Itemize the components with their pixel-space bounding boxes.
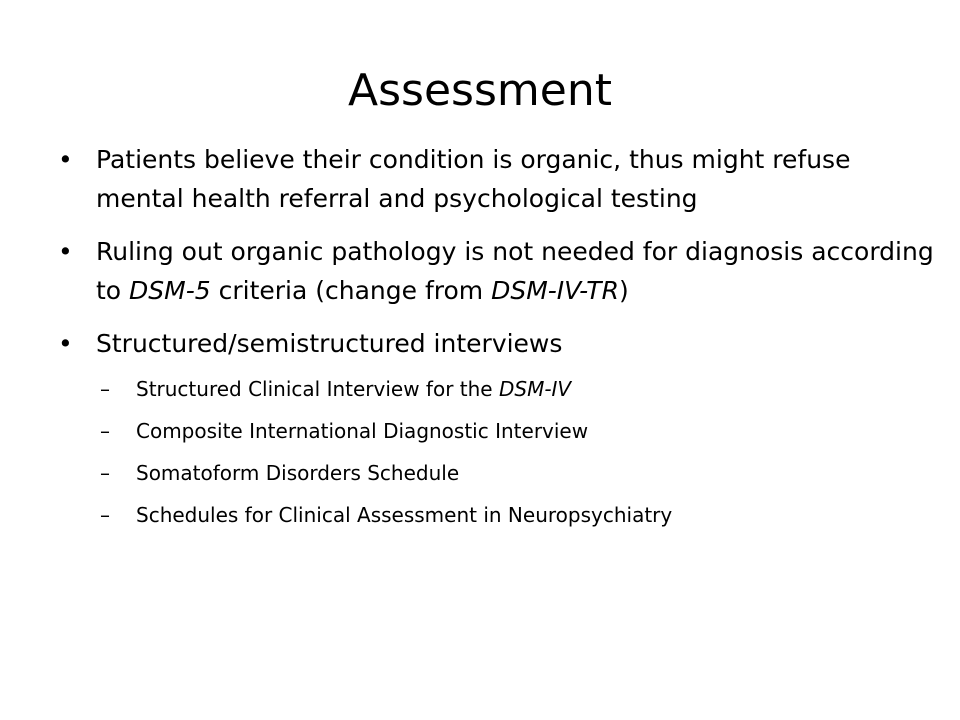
bullet-text: Patients believe their condition is organic, thus might refuse mental health referral and psychological testing — [96, 145, 851, 213]
sub-marker: – — [100, 419, 110, 443]
bullet-item — [58, 324, 938, 363]
bullet-text-italic: DSM-IV-TR — [491, 276, 619, 305]
sub-item — [58, 499, 938, 531]
bullet-text — [96, 237, 934, 305]
sub-text: Composite International Diagnostic Interview — [136, 419, 589, 443]
bullet-item — [58, 140, 938, 218]
bullet-text-part: criteria (change from — [210, 276, 492, 305]
sub-marker: – — [100, 461, 110, 485]
sub-text — [136, 377, 571, 401]
bullet-marker: • — [58, 237, 73, 266]
slide-body — [58, 140, 938, 541]
sub-text-italic: DSM-IV — [498, 377, 572, 401]
slide-title: Assessment — [348, 65, 612, 116]
sub-marker: – — [100, 503, 110, 527]
sub-item — [58, 457, 938, 489]
sub-text-part: Structured Clinical Interview for the — [136, 377, 499, 401]
bullet-item — [58, 232, 938, 310]
bullet-marker: • — [58, 329, 73, 358]
bullet-text: Structured/semistructured interviews — [96, 329, 563, 358]
sub-text: Somatoform Disorders Schedule — [136, 461, 460, 485]
sub-list — [58, 373, 938, 531]
bullet-text-italic: DSM-5 — [129, 276, 211, 305]
sub-marker: – — [100, 377, 110, 401]
sub-text: Schedules for Clinical Assessment in Neuropsychiatry — [136, 503, 673, 527]
bullet-text-part: ) — [618, 276, 629, 305]
sub-item — [58, 415, 938, 447]
bullet-text-part: Ruling out organic pathology is not needed for diagnosis according to — [96, 237, 934, 305]
bullet-marker: • — [58, 145, 73, 174]
sub-item — [58, 373, 938, 405]
